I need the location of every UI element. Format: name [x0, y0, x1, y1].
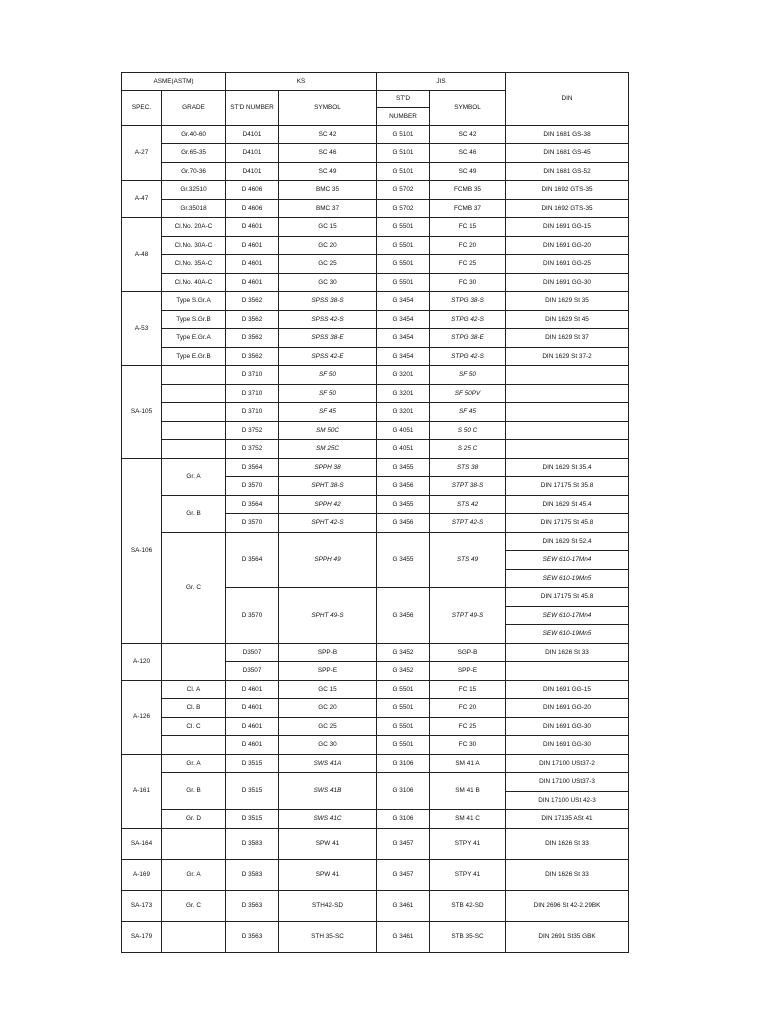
ks-sym-cell: SWS 41A — [279, 754, 377, 773]
ks-std-number-header: ST'D NUMBER — [226, 90, 279, 125]
ks-number-cell: D 3710 — [226, 403, 279, 422]
jis-num-cell: G 3461 — [377, 890, 430, 921]
din-cell: DIN 1691 GG-15 — [506, 680, 629, 699]
ks-sym-cell: GC 15 — [279, 680, 377, 699]
ks-number-cell: D 3562 — [226, 292, 279, 311]
jis-number-cell: G 4051 — [377, 421, 430, 440]
table-row — [122, 144, 629, 163]
ks-number-cell: D 4601 — [226, 218, 279, 237]
grade-cell — [162, 828, 226, 859]
jis-num-cell: G 3457 — [377, 828, 430, 859]
jis-number-cell: G 5501 — [377, 218, 430, 237]
jis-sym-cell: STB 35-SC — [430, 921, 506, 952]
spec-cell: SA-179 — [122, 921, 162, 952]
din-cell: DIN 1691 GG-15 — [506, 218, 629, 237]
din-cell: DIN 17175 St 45.8 — [506, 514, 629, 533]
grade-header: GRADE — [162, 90, 226, 125]
din-cell: DIN 1626 St 33 — [506, 828, 629, 859]
din-cell: DIN 2696 St 42-2.29BK — [506, 890, 629, 921]
din-cell: DIN 1691 GG-30 — [506, 273, 629, 292]
jis-num-cell: G 3452 — [377, 662, 430, 681]
grade-cell: Gr.40-60 — [162, 125, 226, 144]
din-cell — [506, 403, 629, 422]
grade-cell: Cl.No. 20A-C — [162, 218, 226, 237]
jis-sym-cell: STPT 42-S — [430, 514, 506, 533]
ks-symbol-cell: SM 25C — [279, 440, 377, 459]
din-cell: DIN 17100 USt 42-3 — [506, 791, 629, 810]
din-cell: DIN 1691 GG-30 — [506, 736, 629, 755]
jis-num-cell: G 5501 — [377, 699, 430, 718]
grade-cell: Gr. A — [162, 458, 226, 495]
ks-number-cell: D4101 — [226, 162, 279, 181]
jis-number-cell: G 5501 — [377, 255, 430, 274]
ks-num-cell: D 3563 — [226, 921, 279, 952]
grade-cell: Type E.Gr.B — [162, 347, 226, 366]
jis-sym-cell: SM 41 C — [430, 810, 506, 829]
ks-symbol-cell: SPSS 38-E — [279, 329, 377, 348]
jis-sym-cell: STB 42-SD — [430, 890, 506, 921]
grade-cell: Gr. D — [162, 810, 226, 829]
asme-header: ASME(ASTM) — [122, 73, 226, 91]
jis-num-cell: G 3456 — [377, 477, 430, 496]
ks-sym-cell: SPPH 38 — [279, 458, 377, 477]
table-row — [122, 532, 629, 551]
ks-sym-cell: STH 35-SC — [279, 921, 377, 952]
ks-number-cell: D 4601 — [226, 236, 279, 255]
din-cell: DIN 1629 St 37 — [506, 329, 629, 348]
spec-cell: A-169 — [122, 859, 162, 890]
ks-num-cell: D 3515 — [226, 773, 279, 810]
grade-cell — [162, 921, 226, 952]
grade-cell: Gr. A — [162, 754, 226, 773]
din-cell: DIN 1681 GS-52 — [506, 162, 629, 181]
din-cell: DIN 1626 St 33 — [506, 859, 629, 890]
table-row — [122, 236, 629, 255]
table-row — [122, 680, 629, 699]
grade-cell: Cl.No. 40A-C — [162, 273, 226, 292]
jis-symbol-cell: SC 49 — [430, 162, 506, 181]
ks-symbol-cell: SC 42 — [279, 125, 377, 144]
spec-cell: A-126 — [122, 680, 162, 754]
ks-sym-cell: SPPH 42 — [279, 495, 377, 514]
jis-symbol-cell: STPG 42-S — [430, 310, 506, 329]
ks-symbol-cell: SPSS 42-S — [279, 310, 377, 329]
jis-symbol-cell: FC 30 — [430, 273, 506, 292]
header-row-top — [122, 73, 629, 91]
grade-cell: Type S.Gr.A — [162, 292, 226, 311]
jis-symbol-cell: STPG 42-S — [430, 347, 506, 366]
din-cell: DIN 1691 GG-20 — [506, 236, 629, 255]
jis-num-cell: G 3455 — [377, 495, 430, 514]
ks-sym-cell: SWS 41C — [279, 810, 377, 829]
jis-num-cell: G 3106 — [377, 773, 430, 810]
jis-num-cell: G 3456 — [377, 514, 430, 533]
din-cell: DIN 2691 St35 GBK — [506, 921, 629, 952]
jis-number-cell: G 5101 — [377, 162, 430, 181]
spec-cell: A-53 — [122, 292, 162, 366]
jis-symbol-cell: FCMB 37 — [430, 199, 506, 218]
jis-symbol-cell: SF 50 — [430, 366, 506, 385]
ks-num-cell: D 3570 — [226, 588, 279, 644]
din-header: DIN — [506, 73, 629, 126]
jis-number-cell: G 3454 — [377, 329, 430, 348]
grade-cell — [162, 366, 226, 385]
jis-number-cell: G 4051 — [377, 440, 430, 459]
spec-cell: SA-173 — [122, 890, 162, 921]
jis-sym-cell: STS 42 — [430, 495, 506, 514]
table-row — [122, 736, 629, 755]
din-cell: DIN 17175 St 45.8 — [506, 588, 629, 607]
table-row — [122, 162, 629, 181]
spec-cell: SA-106 — [122, 458, 162, 643]
ks-number-cell: D 3562 — [226, 347, 279, 366]
jis-num-cell: G 3106 — [377, 810, 430, 829]
jis-num-cell: G 5501 — [377, 717, 430, 736]
jis-num-cell: G 3452 — [377, 643, 430, 662]
jis-sym-cell: STS 49 — [430, 532, 506, 588]
din-cell: DIN 1629 St 35 — [506, 292, 629, 311]
table-row — [122, 181, 629, 200]
ks-number-cell: D 3710 — [226, 366, 279, 385]
spec-cell: A-120 — [122, 643, 162, 680]
ks-sym-cell: SPPH 49 — [279, 532, 377, 588]
grade-cell — [162, 440, 226, 459]
jis-sym-cell: FC 25 — [430, 717, 506, 736]
ks-sym-cell: SPHT 49-S — [279, 588, 377, 644]
jis-symbol-cell: FC 25 — [430, 255, 506, 274]
ks-num-cell: D 3564 — [226, 495, 279, 514]
jis-num-cell: G 3456 — [377, 588, 430, 644]
din-cell: DIN 1692 GTS-35 — [506, 199, 629, 218]
jis-symbol-cell: SF 50PV — [430, 384, 506, 403]
spec-header: SPEC. — [122, 90, 162, 125]
din-cell — [506, 384, 629, 403]
ks-symbol-cell: SF 50 — [279, 366, 377, 385]
ks-sym-cell: SPHT 38-S — [279, 477, 377, 496]
table-row — [122, 717, 629, 736]
ks-symbol-cell: BMC 37 — [279, 199, 377, 218]
spec-cell: SA-105 — [122, 366, 162, 459]
jis-sym-cell: SM 41 B — [430, 773, 506, 810]
jis-num-cell: G 3106 — [377, 754, 430, 773]
jis-number-cell: G 3201 — [377, 366, 430, 385]
grade-cell: Cl.No. 30A-C — [162, 236, 226, 255]
jis-symbol-cell: FC 15 — [430, 218, 506, 237]
din-cell: SEW 610-19Mn5 — [506, 625, 629, 644]
din-cell: DIN 1629 St 37-2 — [506, 347, 629, 366]
ks-symbol-cell: SPSS 38-S — [279, 292, 377, 311]
ks-num-cell: D 3564 — [226, 532, 279, 588]
table-row — [122, 366, 629, 385]
grade-cell: Type S.Gr.B — [162, 310, 226, 329]
table-body — [122, 73, 629, 953]
din-cell: DIN 1629 St 52.4 — [506, 532, 629, 551]
jis-header: JIS — [377, 73, 506, 91]
grade-cell — [162, 421, 226, 440]
table-row — [122, 754, 629, 773]
grade-cell: Type E.Gr.A — [162, 329, 226, 348]
jis-number-cell: G 5101 — [377, 144, 430, 163]
jis-num-cell: G 3457 — [377, 859, 430, 890]
ks-num-cell: D 4601 — [226, 736, 279, 755]
grade-cell — [162, 403, 226, 422]
ks-num-cell: D 3583 — [226, 859, 279, 890]
jis-symbol-cell: STPG 38-S — [430, 292, 506, 311]
ks-symbol-cell: GC 25 — [279, 255, 377, 274]
ks-number-cell: D 4606 — [226, 199, 279, 218]
ks-number-cell: D4101 — [226, 144, 279, 163]
spec-cell: A-48 — [122, 218, 162, 292]
ks-number-cell: D4101 — [226, 125, 279, 144]
jis-number-cell: G 5702 — [377, 199, 430, 218]
ks-num-cell: D3507 — [226, 643, 279, 662]
ks-number-cell: D 3752 — [226, 421, 279, 440]
jis-sym-cell: STPT 38-S — [430, 477, 506, 496]
ks-sym-cell: GC 30 — [279, 736, 377, 755]
din-cell: DIN 1629 St 35.4 — [506, 458, 629, 477]
ks-header: KS — [226, 73, 377, 91]
jis-symbol-cell: S 50 C — [430, 421, 506, 440]
table-row — [122, 255, 629, 274]
table-row — [122, 440, 629, 459]
grade-cell: Gr. B — [162, 495, 226, 532]
ks-num-cell: D 3583 — [226, 828, 279, 859]
ks-num-cell: D 3563 — [226, 890, 279, 921]
table-row — [122, 199, 629, 218]
jis-symbol-cell: STPG 38-E — [430, 329, 506, 348]
table-row — [122, 292, 629, 311]
jis-sym-cell: SGP-B — [430, 643, 506, 662]
din-cell: DIN 1629 St 45.4 — [506, 495, 629, 514]
jis-symbol-cell: SC 42 — [430, 125, 506, 144]
jis-num-cell: G 3455 — [377, 458, 430, 477]
grade-cell: Gr. A — [162, 859, 226, 890]
grade-cell: Cl. A — [162, 680, 226, 699]
jis-num-cell: G 3461 — [377, 921, 430, 952]
ks-symbol-header: SYMBOL — [279, 90, 377, 125]
ks-number-cell: D 3562 — [226, 310, 279, 329]
din-cell: DIN 1691 GG-20 — [506, 699, 629, 718]
jis-number-cell: G 3201 — [377, 384, 430, 403]
jis-num-cell: G 5501 — [377, 736, 430, 755]
table-row — [122, 828, 629, 859]
grade-cell: Gr.65-35 — [162, 144, 226, 163]
din-cell: DIN 1681 GS-38 — [506, 125, 629, 144]
table-row — [122, 403, 629, 422]
standards-comparison-table — [121, 72, 629, 953]
ks-sym-cell: GC 25 — [279, 717, 377, 736]
din-cell: SEW 610-17Mn4 — [506, 606, 629, 625]
din-cell: DIN 1629 St 45 — [506, 310, 629, 329]
jis-num-cell: G 3455 — [377, 532, 430, 588]
jis-sym-cell: STPY 41 — [430, 859, 506, 890]
ks-num-cell: D 4601 — [226, 717, 279, 736]
jis-symbol-cell: S 25 C — [430, 440, 506, 459]
jis-number-cell: G 5702 — [377, 181, 430, 200]
din-cell: SEW 610-17Mn4 — [506, 551, 629, 570]
ks-symbol-cell: GC 30 — [279, 273, 377, 292]
grade-cell: Cl.No. 35A-C — [162, 255, 226, 274]
jis-number-cell: G 3454 — [377, 347, 430, 366]
ks-sym-cell: SPP-B — [279, 643, 377, 662]
spec-cell: A-27 — [122, 125, 162, 181]
ks-num-cell: D 4601 — [226, 699, 279, 718]
table-row — [122, 125, 629, 144]
ks-number-cell: D 4606 — [226, 181, 279, 200]
ks-sym-cell: SPW 41 — [279, 859, 377, 890]
din-cell — [506, 421, 629, 440]
grade-cell — [162, 736, 226, 755]
spec-cell: SA-164 — [122, 828, 162, 859]
grade-cell — [162, 384, 226, 403]
ks-num-cell: D3507 — [226, 662, 279, 681]
jis-symbol-cell: SF 45 — [430, 403, 506, 422]
spec-cell: A-47 — [122, 181, 162, 218]
table-row — [122, 218, 629, 237]
ks-symbol-cell: SF 50 — [279, 384, 377, 403]
grade-cell: Gr. C — [162, 532, 226, 643]
jis-number-cell: G 5501 — [377, 273, 430, 292]
din-cell: DIN 1626 St 33 — [506, 643, 629, 662]
table-row — [122, 810, 629, 829]
ks-num-cell: D 3515 — [226, 754, 279, 773]
table-row — [122, 384, 629, 403]
ks-sym-cell: STH42-SD — [279, 890, 377, 921]
jis-sym-cell: FC 30 — [430, 736, 506, 755]
table-row — [122, 421, 629, 440]
ks-number-cell: D 4601 — [226, 255, 279, 274]
table-row — [122, 495, 629, 514]
jis-symbol-cell: FC 20 — [430, 236, 506, 255]
din-cell: DIN 1681 GS-45 — [506, 144, 629, 163]
jis-number-cell: G 5101 — [377, 125, 430, 144]
jis-number-cell: G 3454 — [377, 292, 430, 311]
jis-sym-cell: FC 20 — [430, 699, 506, 718]
table-row — [122, 347, 629, 366]
table-row — [122, 458, 629, 477]
ks-number-cell: D 4601 — [226, 273, 279, 292]
din-cell: DIN 1691 GG-25 — [506, 255, 629, 274]
ks-num-cell: D 3564 — [226, 458, 279, 477]
table-row — [122, 273, 629, 292]
grade-cell: Cl. C — [162, 717, 226, 736]
jis-sym-cell: FC 15 — [430, 680, 506, 699]
ks-number-cell: D 3562 — [226, 329, 279, 348]
table-row — [122, 329, 629, 348]
ks-num-cell: D 3570 — [226, 514, 279, 533]
ks-symbol-cell: SF 45 — [279, 403, 377, 422]
din-cell: DIN 17175 St 35.8 — [506, 477, 629, 496]
jis-std-header: ST'D — [377, 90, 430, 108]
ks-num-cell: D 3515 — [226, 810, 279, 829]
table-row — [122, 773, 629, 792]
ks-symbol-cell: GC 20 — [279, 236, 377, 255]
din-cell — [506, 440, 629, 459]
jis-num-cell: G 5501 — [377, 680, 430, 699]
jis-sym-cell: SM 41 A — [430, 754, 506, 773]
grade-cell — [162, 643, 226, 680]
din-cell: DIN 17135 ASt 41 — [506, 810, 629, 829]
ks-symbol-cell: GC 15 — [279, 218, 377, 237]
jis-number-cell: G 3201 — [377, 403, 430, 422]
grade-cell: Gr. B — [162, 773, 226, 810]
ks-symbol-cell: SM 50C — [279, 421, 377, 440]
din-cell — [506, 662, 629, 681]
grade-cell: Cl. B — [162, 699, 226, 718]
jis-sym-cell: STPT 49-S — [430, 588, 506, 644]
ks-sym-cell: SPHT 42-S — [279, 514, 377, 533]
spec-cell: A-161 — [122, 754, 162, 828]
ks-symbol-cell: SC 46 — [279, 144, 377, 163]
grade-cell: Gr.32510 — [162, 181, 226, 200]
grade-cell: Gr.70-36 — [162, 162, 226, 181]
jis-sym-cell: STS 38 — [430, 458, 506, 477]
jis-symbol-header: SYMBOL — [430, 90, 506, 125]
ks-num-cell: D 4601 — [226, 680, 279, 699]
ks-symbol-cell: SC 49 — [279, 162, 377, 181]
jis-sym-cell: SPP-E — [430, 662, 506, 681]
din-cell: DIN 1691 GG-30 — [506, 717, 629, 736]
din-cell: DIN 17100 USt37-2 — [506, 754, 629, 773]
ks-sym-cell: SPW 41 — [279, 828, 377, 859]
jis-symbol-cell: FCMB 35 — [430, 181, 506, 200]
din-cell — [506, 366, 629, 385]
table-row — [122, 921, 629, 952]
din-cell: SEW 610-19Mn5 — [506, 569, 629, 588]
ks-num-cell: D 3570 — [226, 477, 279, 496]
ks-symbol-cell: SPSS 42-E — [279, 347, 377, 366]
ks-sym-cell: SPP-E — [279, 662, 377, 681]
grade-cell: Gr. C — [162, 890, 226, 921]
table-row — [122, 699, 629, 718]
jis-sym-cell: STPY 41 — [430, 828, 506, 859]
table-row — [122, 310, 629, 329]
ks-symbol-cell: BMC 35 — [279, 181, 377, 200]
ks-number-cell: D 3752 — [226, 440, 279, 459]
din-cell: DIN 17100 USt37-3 — [506, 773, 629, 792]
table-row — [122, 859, 629, 890]
ks-sym-cell: GC 20 — [279, 699, 377, 718]
ks-sym-cell: SWS 41B — [279, 773, 377, 810]
table-row — [122, 890, 629, 921]
table-row — [122, 643, 629, 662]
jis-number-header: NUMBER — [377, 108, 430, 126]
jis-symbol-cell: SC 46 — [430, 144, 506, 163]
grade-cell: Gr.35018 — [162, 199, 226, 218]
jis-number-cell: G 3454 — [377, 310, 430, 329]
din-cell: DIN 1692 GTS-35 — [506, 181, 629, 200]
ks-number-cell: D 3710 — [226, 384, 279, 403]
jis-number-cell: G 5501 — [377, 236, 430, 255]
